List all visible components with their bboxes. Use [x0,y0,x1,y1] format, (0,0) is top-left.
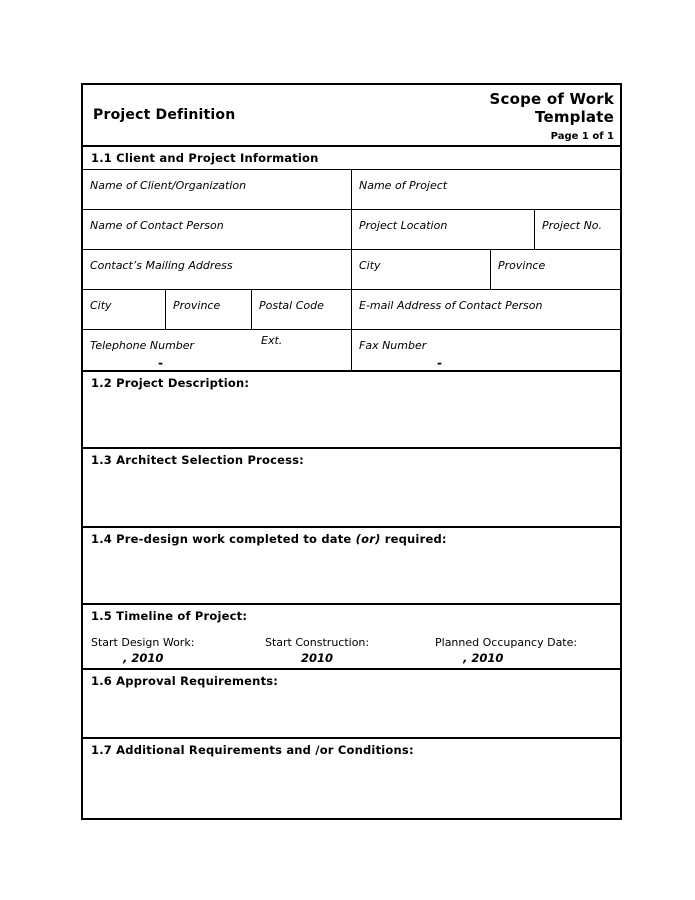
contact-person-field[interactable] [83,210,352,249]
province-label: Province [173,299,221,312]
planned-occupancy-value[interactable]: , 2010 [463,651,504,665]
document-title-block [490,85,614,145]
document-title [490,90,614,127]
section-approval-requirements[interactable] [83,668,620,737]
planned-occupancy-label: Planned Occupancy Date: [435,636,578,649]
client-info-row-2 [83,210,620,250]
start-design-work-value[interactable]: , 2010 [123,651,164,665]
city-label: City [90,299,112,312]
section-1-6-title: 1.6 Approval Requirements: [91,674,279,688]
contact-city-label: City [359,259,381,272]
contact-person-label: Name of Contact Person [90,219,224,232]
email-label: E-mail Address of Contact Person [359,299,543,312]
section-project-description[interactable] [83,370,620,447]
postal-code-label: Postal Code [259,299,324,312]
section-timeline[interactable] [83,603,620,668]
city-field[interactable] [83,290,166,329]
telephone-field[interactable] [83,330,352,370]
client-info-row-5 [83,330,620,370]
section-predesign-work[interactable] [83,526,620,603]
project-location-label: Project Location [359,219,448,232]
section-1-1-title: 1.1 Client and Project Information [83,147,620,170]
contact-province-field[interactable] [491,250,620,289]
extension-label: Ext. [261,334,283,347]
project-name-label: Name of Project [359,179,448,192]
section-1-4-title-or: (or) [355,532,381,546]
contact-province-label: Province [498,259,546,272]
start-construction-label: Start Construction: [265,636,370,649]
document-title-line2: Template [535,108,614,127]
document-title-line1: Scope of Work [489,90,614,108]
start-design-work-label: Start Design Work: [91,636,195,649]
section-1-2-title: 1.2 Project Description: [91,376,250,390]
fax-dash: - [437,356,442,370]
email-field[interactable] [352,290,620,329]
section-additional-requirements[interactable] [83,737,620,818]
project-location-field[interactable] [352,210,535,249]
start-construction-value[interactable]: 2010 [301,651,334,665]
section-1-4-title-suffix: required: [380,532,447,546]
client-organization-label: Name of Client/Organization [90,179,247,192]
telephone-label: Telephone Number [90,339,195,352]
section-1-4-title [83,528,620,546]
client-info-row-3 [83,250,620,290]
fax-field[interactable] [352,330,620,370]
postal-code-field[interactable] [252,290,352,329]
page-number: Page 1 of 1 [550,130,614,142]
scope-of-work-form [81,83,622,820]
section-architect-selection[interactable] [83,447,620,526]
form-header [83,85,620,147]
project-number-label: Project No. [542,219,603,232]
section-1-7-title: 1.7 Additional Requirements and /or Conditions: [91,743,414,757]
project-name-field[interactable] [352,170,620,209]
section-1-3-title: 1.3 Architect Selection Process: [91,453,304,467]
mailing-address-label: Contact’s Mailing Address [90,259,233,272]
client-info-row-1 [83,170,620,210]
page-title: Project Definition [93,107,236,123]
telephone-dash: - [158,356,163,370]
project-number-field[interactable] [535,210,620,249]
client-organization-field[interactable] [83,170,352,209]
province-field[interactable] [166,290,252,329]
section-1-5-title: 1.5 Timeline of Project: [91,609,248,623]
fax-label: Fax Number [359,339,427,352]
client-info-row-4 [83,290,620,330]
section-1-4-title-prefix: 1.4 Pre-design work completed to date [91,532,356,546]
contact-city-field[interactable] [352,250,491,289]
mailing-address-field[interactable] [83,250,352,289]
